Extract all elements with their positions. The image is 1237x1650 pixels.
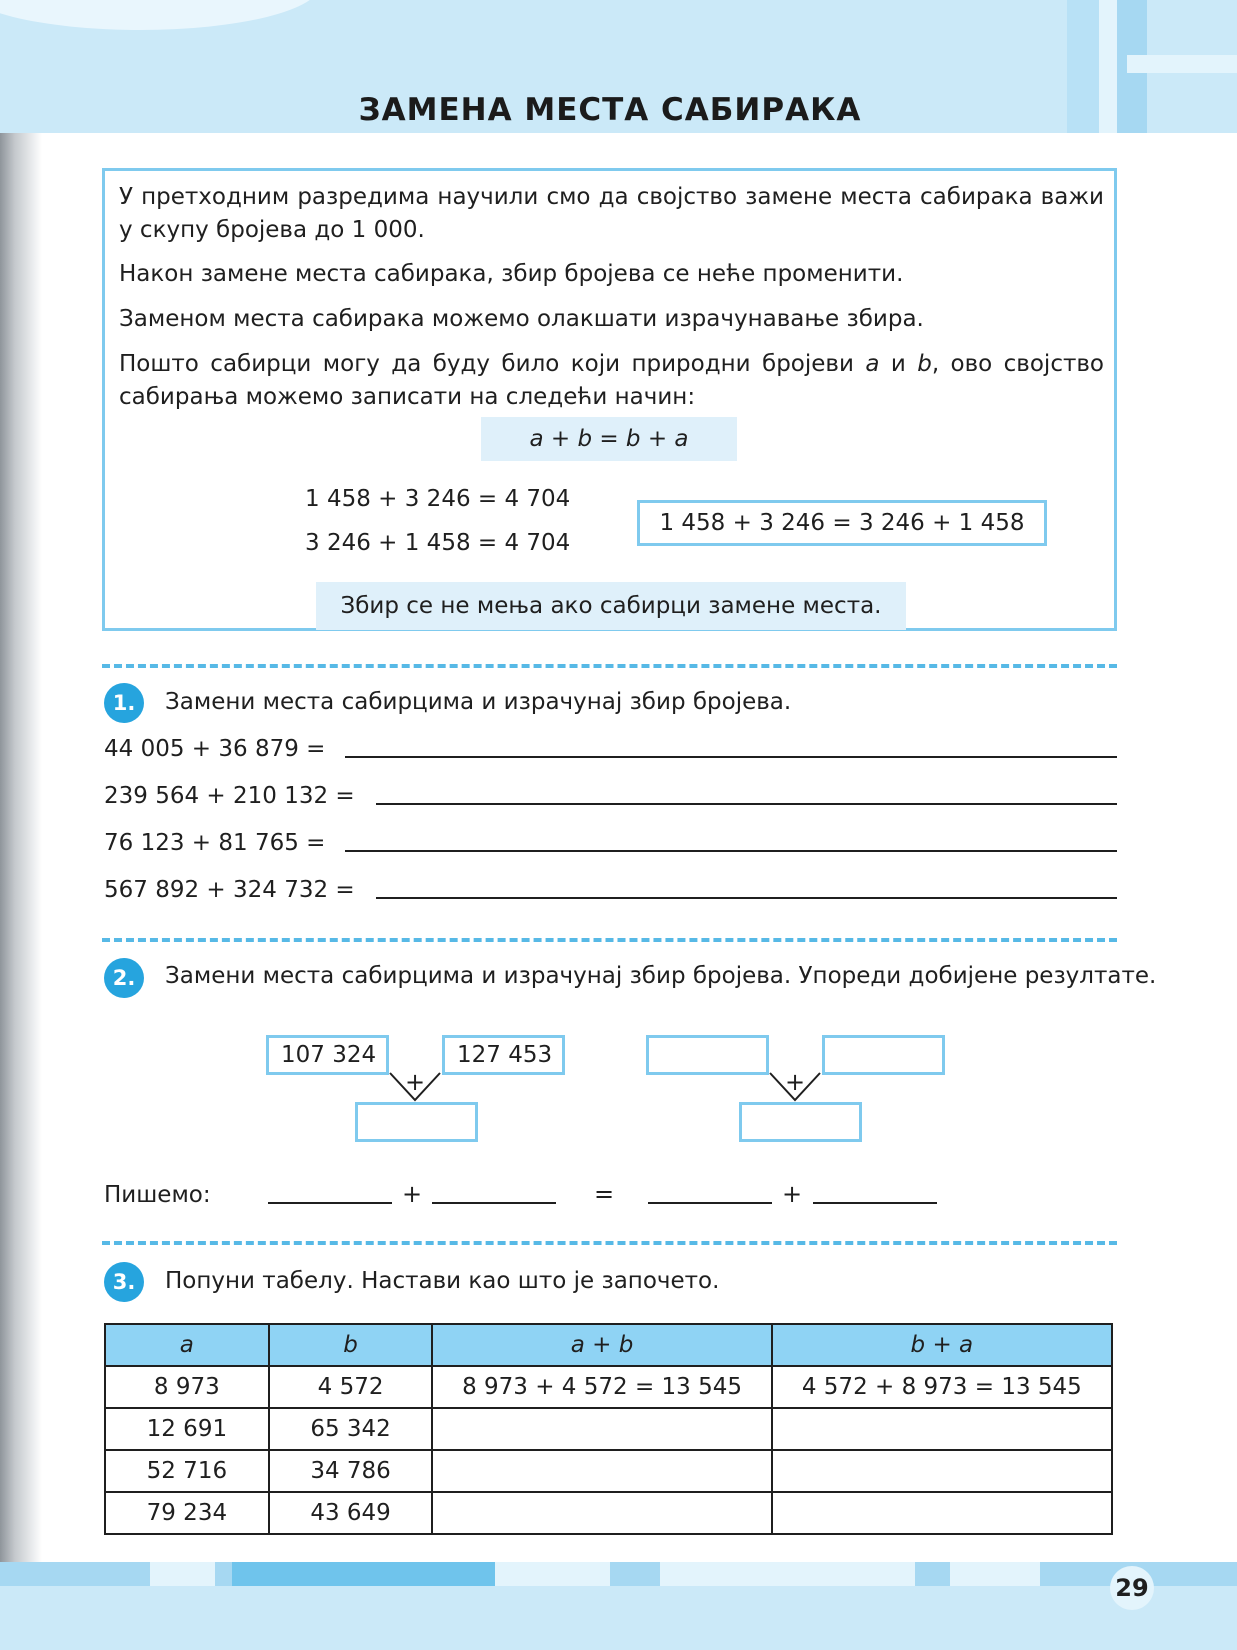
write-blank-2[interactable]: [432, 1202, 556, 1204]
cell-b: 43 649: [269, 1492, 433, 1534]
header-b-plus-a: b + a: [772, 1324, 1112, 1366]
task-1-instruction: Замени места сабирцима и израчунај збир бројева.: [165, 689, 792, 715]
cell-a: 8 973: [105, 1366, 269, 1408]
cell-a: 79 234: [105, 1492, 269, 1534]
write-blank-3[interactable]: [648, 1202, 772, 1204]
cell-a: 12 691: [105, 1408, 269, 1450]
write-blank-4[interactable]: [813, 1202, 937, 1204]
info-p4-end: , ово својство сабирања можемо записати на следећи начин:: [119, 351, 1104, 410]
task-1-expression-3: 76 123 + 81 765 =: [104, 830, 326, 856]
info-p4-start: Пошто сабирци могу да буду било који природни бројеви: [119, 351, 866, 377]
page-number: 29: [1110, 1566, 1154, 1610]
task-3-number: 3.: [104, 1262, 144, 1302]
table-row: [105, 1408, 1112, 1450]
header-a: a: [105, 1324, 269, 1366]
task-1-expression-4: 567 892 + 324 732 =: [104, 877, 355, 903]
write-plus-1: +: [402, 1180, 423, 1208]
var-a: a: [865, 351, 880, 377]
task-1-expression-2: 239 564 + 210 132 =: [104, 783, 355, 809]
right-addend-box-1[interactable]: [646, 1035, 769, 1075]
info-p4-mid: и: [879, 351, 918, 377]
task-2-number: 2.: [104, 958, 144, 998]
task-1-expression-1: 44 005 + 36 879 =: [104, 736, 326, 762]
right-addend-box-2[interactable]: [822, 1035, 945, 1075]
example-boxed-equation: 1 458 + 3 246 = 3 246 + 1 458: [637, 500, 1047, 546]
commutative-formula: a + b = b + a: [481, 417, 737, 461]
right-result-box[interactable]: [739, 1102, 862, 1142]
header-a-plus-b: a + b: [432, 1324, 771, 1366]
cell-b-plus-a[interactable]: [772, 1450, 1112, 1492]
info-paragraph-1: У претходним разредима научили смо да својство замене места сабирака важи у скупу бројева до 1 000.: [119, 184, 1104, 243]
write-label: Пишемо:: [104, 1182, 211, 1208]
task-2-instruction: Замени места сабирцима и израчунај збир бројева. Упореди добијене резултате.: [165, 963, 1157, 989]
table-row: [105, 1450, 1112, 1492]
table-row: [105, 1366, 1112, 1408]
left-result-box[interactable]: [355, 1102, 478, 1142]
example-equation-1: 1 458 + 3 246 = 4 704: [305, 486, 571, 512]
table-header-row: [105, 1324, 1112, 1366]
cell-a-plus-b: 8 973 + 4 572 = 13 545: [432, 1366, 771, 1408]
cell-b-plus-a[interactable]: [772, 1492, 1112, 1534]
write-blank-1[interactable]: [268, 1202, 392, 1204]
header-b: b: [269, 1324, 433, 1366]
right-plus-sign: +: [785, 1068, 806, 1096]
conclusion-note: Збир се не мења ако сабирци замене места.: [316, 582, 906, 630]
cell-a: 52 716: [105, 1450, 269, 1492]
info-paragraph-3: Заменом места сабирака можемо олакшати израчунавање збира.: [119, 306, 924, 332]
example-equation-2: 3 246 + 1 458 = 4 704: [305, 530, 571, 556]
write-plus-2: +: [782, 1180, 803, 1208]
table-row: [105, 1492, 1112, 1534]
cell-b: 4 572: [269, 1366, 433, 1408]
info-paragraph-2: Након замене места сабирака, збир бројева се неће променити.: [119, 261, 904, 287]
commutative-table: [104, 1323, 1113, 1535]
task-1-number: 1.: [104, 683, 144, 723]
task-3-instruction: Попуни табелу. Настави као што је започето.: [165, 1268, 720, 1294]
cell-b: 65 342: [269, 1408, 433, 1450]
left-addend-box-1: 107 324: [266, 1035, 389, 1075]
cell-b: 34 786: [269, 1450, 433, 1492]
var-b: b: [917, 351, 932, 377]
cell-a-plus-b[interactable]: [432, 1492, 771, 1534]
cell-a-plus-b[interactable]: [432, 1408, 771, 1450]
cell-b-plus-a: 4 572 + 8 973 = 13 545: [772, 1366, 1112, 1408]
divider-3: [102, 1241, 1117, 1245]
left-plus-sign: +: [405, 1068, 426, 1096]
write-equals: =: [594, 1180, 615, 1208]
cell-b-plus-a[interactable]: [772, 1408, 1112, 1450]
left-addend-box-2: 127 453: [442, 1035, 565, 1075]
page-title: ЗАМЕНА МЕСТА САБИРАКА: [358, 92, 862, 128]
cell-a-plus-b[interactable]: [432, 1450, 771, 1492]
